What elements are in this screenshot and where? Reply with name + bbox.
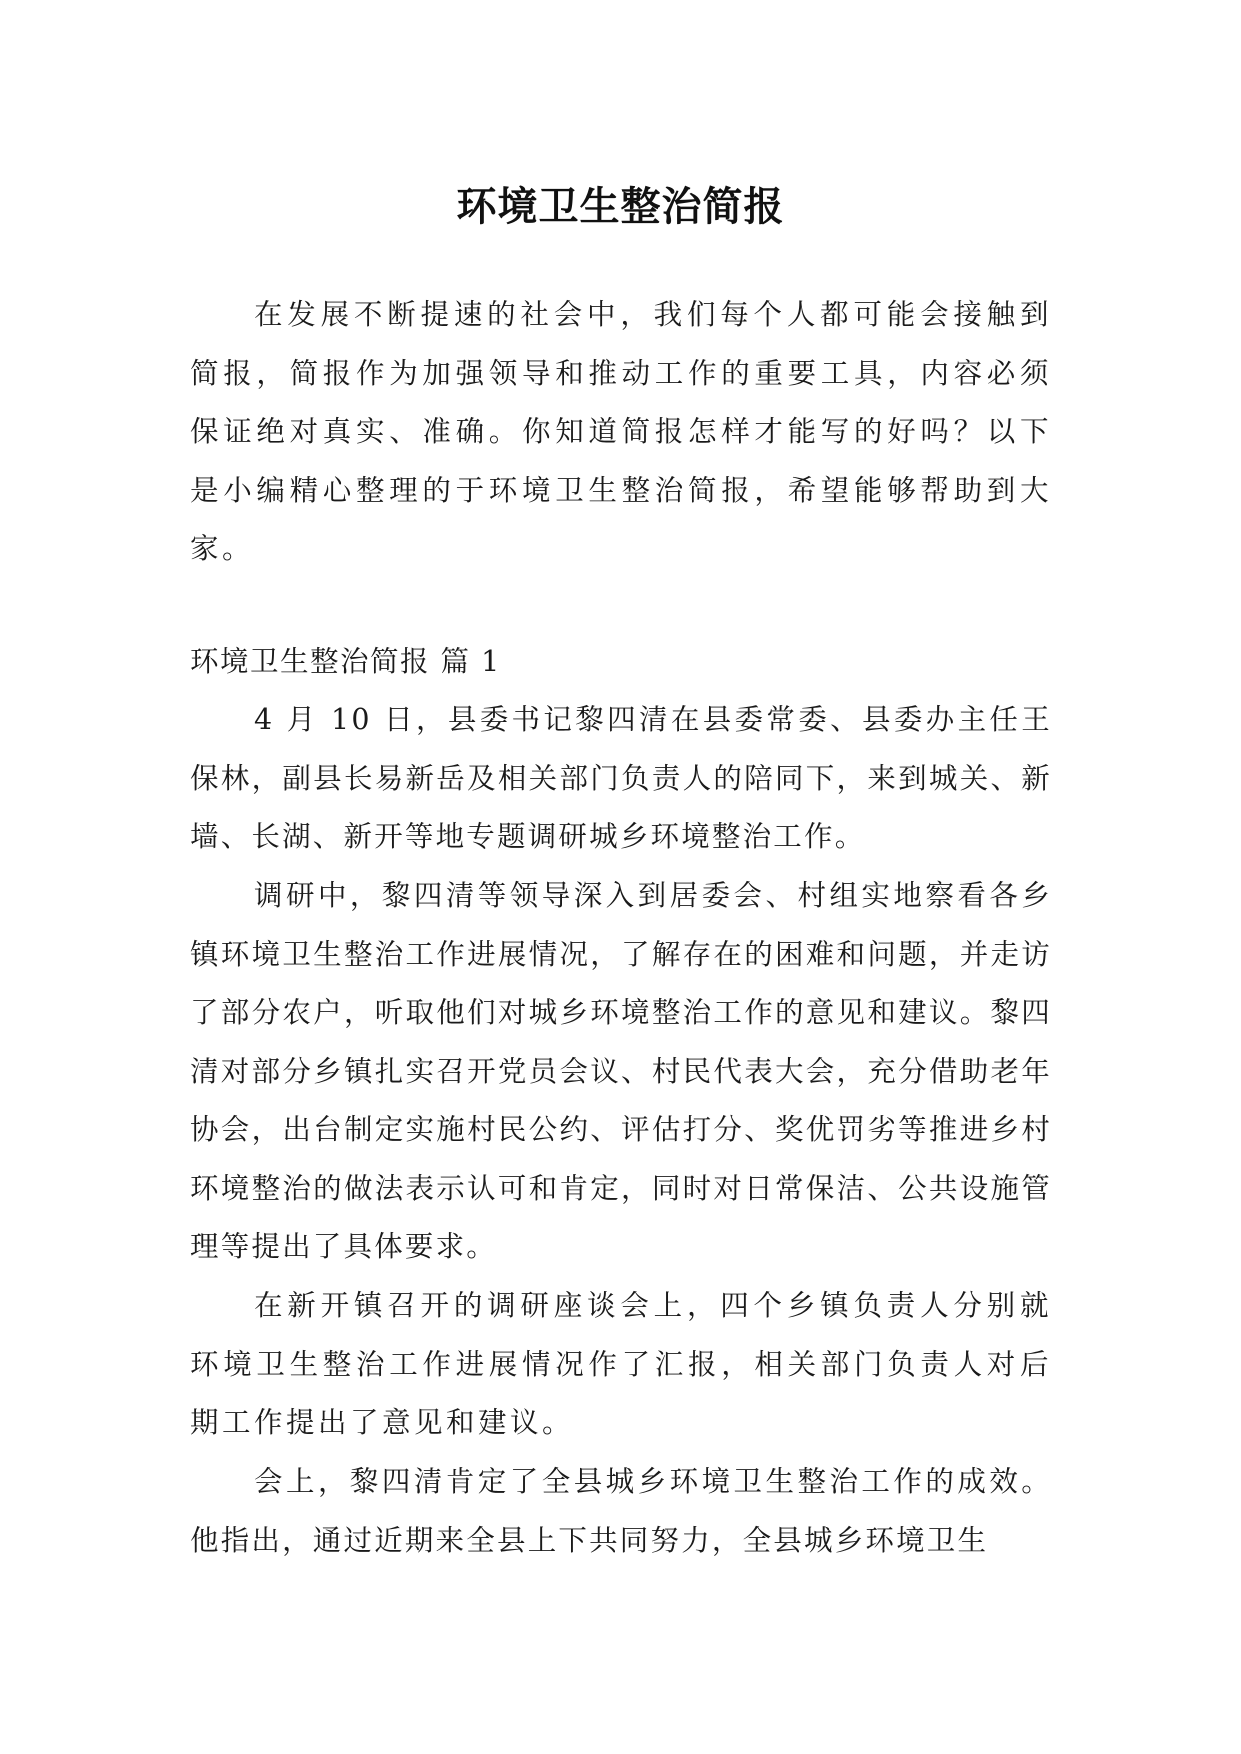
document-title: 环境卫生整治简报 (456, 182, 785, 230)
body-paragraph-2: 调研中，黎四清等领导深入到居委会、村组实地察看各乡镇环境卫生整治工作进展情况，了解存在的困难和问题，并走访了部分农户，听取他们对城乡环境整治工作的意见和建议。黎四清对部分乡镇扎实召开党员会议、村民代表大会，充分借助老年协会，出台制定实施村民公约、评估打分、奖优罚劣等推进乡村环境整治的做法表示认可和肯定，同时对日常保洁、公共设施管理等提出了具体要求。 (190, 879, 1052, 1263)
section-heading: 环境卫生整治简报 篇 1 (190, 645, 501, 678)
body-paragraph-1: 4 月 10 日，县委书记黎四清在县委常委、县委办主任王保林，副县长易新岳及相关部门负责人的陪同下，来到城关、新墙、长湖、新开等地专题调研城乡环境整治工作。 (190, 703, 1052, 853)
body-paragraph-3: 在新开镇召开的调研座谈会上，四个乡镇负责人分别就环境卫生整治工作进展情况作了汇报，相关部门负责人对后期工作提出了意见和建议。 (190, 1289, 1052, 1439)
body-paragraph-4: 会上，黎四清肯定了全县城乡环境卫生整治工作的成效。他指出，通过近期来全县上下共同努力，全县城乡环境卫生 (190, 1465, 1052, 1557)
intro-paragraph: 在发展不断提速的社会中，我们每个人都可能会接触到简报，简报作为加强领导和推动工作的重要工具，内容必须保证绝对真实、准确。你知道简报怎样才能写的好吗？以下是小编精心整理的于环境卫生整治简报，希望能够帮助到大家。 (190, 298, 1052, 565)
